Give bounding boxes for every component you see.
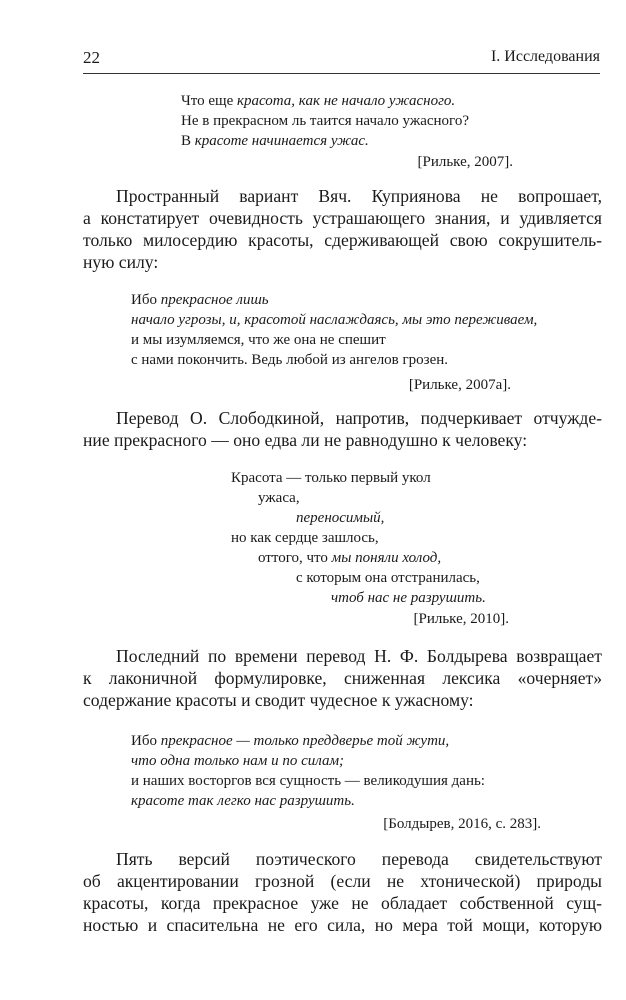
citation: [Рильке, 2007а].	[408, 377, 511, 393]
verse-line: и наших восторгов вся сущность — великодушия дань:	[131, 773, 485, 789]
text-line: об акцентировании грозной (если не хтонической) природы	[83, 871, 602, 891]
text-line: ностью и спасительна не его сила, но мера той мощи, которую	[83, 915, 602, 935]
verse-line: ужаса,	[258, 490, 300, 506]
verse-line: что одна только нам и по силам;	[131, 753, 345, 769]
verse-line: Красота — только первый укол	[231, 470, 431, 486]
verse-line: начало угрозы, и, красотой наслаждаясь, мы это переживаем,	[131, 312, 538, 328]
text-line: содержание красоты и сводит чудесное к ужасному:	[83, 690, 474, 710]
header-rule	[83, 73, 600, 74]
paragraph	[83, 407, 602, 451]
verse-quote-1	[181, 91, 469, 151]
paragraph	[83, 185, 602, 273]
text-line: только милосердию красоты, сдерживающей свою сокрушитель-	[83, 230, 602, 250]
citation: [Болдырев, 2016, с. 283].	[383, 816, 541, 832]
verse-quote-3	[0, 468, 626, 608]
verse-line: В красоте начинается ужас.	[181, 133, 369, 149]
running-header	[83, 44, 600, 74]
verse-line: с которым она отстранилась,	[296, 570, 480, 586]
verse-line: чтоб нас не разрушить.	[331, 590, 486, 606]
text-line: Пространный вариант Вяч. Куприянова не вопрошает,	[116, 186, 602, 206]
citation: [Рильке, 2010].	[413, 611, 509, 627]
verse-line: Ибо прекрасное лишь	[131, 292, 269, 308]
verse-line: переносимый,	[296, 510, 385, 526]
verse-line: и мы изумляемся, что же она не спешит	[131, 332, 386, 348]
verse-line: Что еще красота, как не начало ужасного.	[181, 93, 456, 109]
verse-line: но как сердце зашлось,	[231, 530, 379, 546]
verse-line: с нами покончить. Ведь любой из ангелов грозен.	[131, 352, 449, 368]
verse-quote-4	[131, 731, 485, 811]
text-line: красоты, когда прекрасное уже не обладает собственной сущ-	[83, 893, 602, 913]
verse-quote-2	[131, 290, 537, 370]
text-line: а констатирует очевидность устрашающего знания, и удивляется	[83, 208, 602, 228]
verse-line: красоте так легко нас разрушить.	[131, 793, 355, 809]
text-line: ную силу:	[83, 252, 159, 272]
verse-line: Ибо прекрасное — только преддверье той жути,	[131, 733, 450, 749]
text-line: Последний по времени перевод Н. Ф. Болдырева возвращает	[116, 646, 602, 666]
text-line: Пять версий поэтического перевода свидетельствуют	[116, 849, 602, 869]
section-title: I. Исследования	[490, 48, 600, 65]
verse-line: оттого, что мы поняли холод,	[258, 550, 442, 566]
paragraph	[83, 848, 602, 936]
text-line: ние прекрасного — оно едва ли не равнодушно к человеку:	[83, 430, 528, 450]
citation: [Рильке, 2007].	[417, 154, 513, 170]
text-line: Перевод О. Слободкиной, напротив, подчеркивает отчужде-	[116, 408, 602, 428]
page-number: 22	[83, 48, 100, 67]
verse-line: Не в прекрасном ль таится начало ужасного?	[181, 113, 469, 129]
text-line: к лаконичной формулировке, сниженная лексика «очерняет»	[83, 668, 602, 688]
paragraph	[83, 645, 602, 711]
